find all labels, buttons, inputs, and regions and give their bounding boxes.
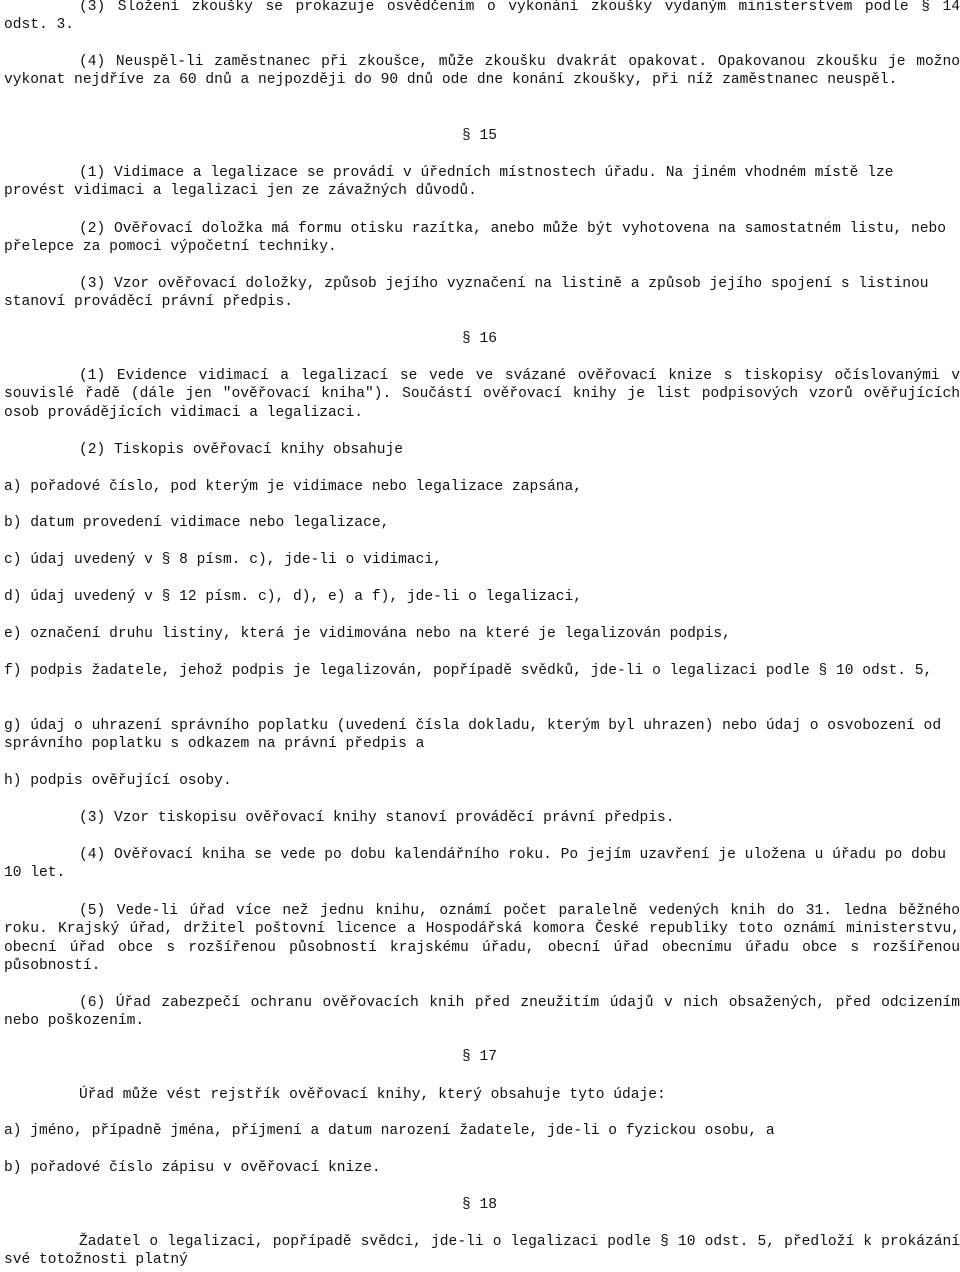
paragraph-14-4: (4) Neuspěl-li zaměstnanec při zkoušce, může zkoušku dvakrát opakovat. Opakovanou zkoušku je možno vykonat nejdříve za 60 dnů a nejpozději do 90 dnů ode dne konání zkoušky, při níž zaměstnanec neuspěl. (4, 54, 960, 89)
section-15-paragraph-2: (2) Ověřovací doložka má formu otisku razítka, anebo může být vyhotovena na samostatném listu, nebo přelepce za pomoci výpočetní techniky. (4, 221, 947, 256)
section-16-paragraph-6: (6) Úřad zabezpečí ochranu ověřovacích knih před zneužitím údajů v nich obsažených, před odcizením nebo poškozením. (4, 995, 960, 1030)
section-16-item-d: d) údaj uvedený v § 12 písm. c), d), e) a f), jde-li o legalizaci, (4, 589, 583, 605)
section-15-paragraph-1: (1) Vidimace a legalizace se provádí v úředních místnostech úřadu. Na jiném vhodném místě lze provést vidimaci a legalizaci jen ze závažných důvodů. (4, 165, 894, 200)
section-16-paragraph-2: (2) Tiskopis ověřovací knihy obsahuje (79, 442, 404, 458)
section-16-item-f: f) podpis žadatele, jehož podpis je legalizován, popřípadě svědků, jde-li o legalizaci podle § 10 odst. 5, (4, 663, 933, 679)
section-16-paragraph-4: (4) Ověřovací kniha se vede po dobu kalendářního roku. Po jejím uzavření je uložena u úřadu po dobu 10 let. (4, 847, 947, 882)
section-16-item-a: a) pořadové číslo, pod kterým je vidimace nebo legalizace zapsána, (4, 479, 583, 495)
section-16-item-e: e) označení druhu listiny, která je vidimována nebo na které je legalizován podpis, (4, 626, 731, 642)
section-16-paragraph-5: (5) Vede-li úřad více než jednu knihu, oznámí počet paralelně vedených knih do 31. ledna běžného roku. Krajský úřad, držitel poštovní licence a Hospodářská komora České republiky toto oznámí ministerstvu, obecní úřad obce s rozšířenou působností krajskému úřadu, obecní úřad obecnímu úřadu obce s rozšířenou působností. (4, 903, 960, 974)
section-17-item-b: b) pořadové číslo zápisu v ověřovací knize. (4, 1160, 381, 1176)
section-17-paragraph-1: Úřad může vést rejstřík ověřovací knihy, který obsahuje tyto údaje: (79, 1087, 666, 1103)
section-18-heading: § 18 (462, 1197, 498, 1213)
section-16-paragraph-3: (3) Vzor tiskopisu ověřovací knihy stanoví prováděcí právní předpis. (79, 810, 675, 826)
section-18-paragraph-1: Žadatel o legalizaci, popřípadě svědci, jde-li o legalizaci podle § 10 odst. 5, předloží k prokázání své totožnosti platný (4, 1234, 960, 1269)
section-16-item-b: b) datum provedení vidimace nebo legalizace, (4, 515, 390, 531)
section-16-item-c: c) údaj uvedený v § 8 písm. c), jde-li o vidimaci, (4, 552, 442, 568)
section-17-heading: § 17 (462, 1049, 498, 1065)
paragraph-14-3: (3) Složení zkoušky se prokazuje osvědčením o vykonání zkoušky vydaným ministerstvem podle § 14 odst. 3. (4, 0, 960, 34)
section-16-paragraph-1: (1) Evidence vidimací a legalizací se vede ve svázané ověřovací knize s tiskopisy očíslovanými v souvislé řadě (dále jen "ověřovací kniha"). Součástí ověřovací knihy je list podpisových vzorů ověřujících osob provádějících vidimaci a legalizaci. (4, 368, 960, 421)
section-17-item-a: a) jméno, případně jména, příjmení a datum narození žadatele, jde-li o fyzickou osobu, a (4, 1123, 775, 1139)
section-16-item-h: h) podpis ověřující osoby. (4, 773, 232, 789)
section-15-heading: § 15 (462, 128, 498, 144)
section-16-heading: § 16 (462, 331, 498, 347)
section-16-item-g: g) údaj o uhrazení správního poplatku (uvedení čísla dokladu, kterým byl uhrazen) nebo údaj o osvobození od správního poplatku s odkazem na právní předpis a (4, 718, 942, 753)
section-15-paragraph-3: (3) Vzor ověřovací doložky, způsob jejího vyznačení na listině a způsob jejího spojení s listinou stanoví prováděcí právní předpis. (4, 276, 929, 311)
